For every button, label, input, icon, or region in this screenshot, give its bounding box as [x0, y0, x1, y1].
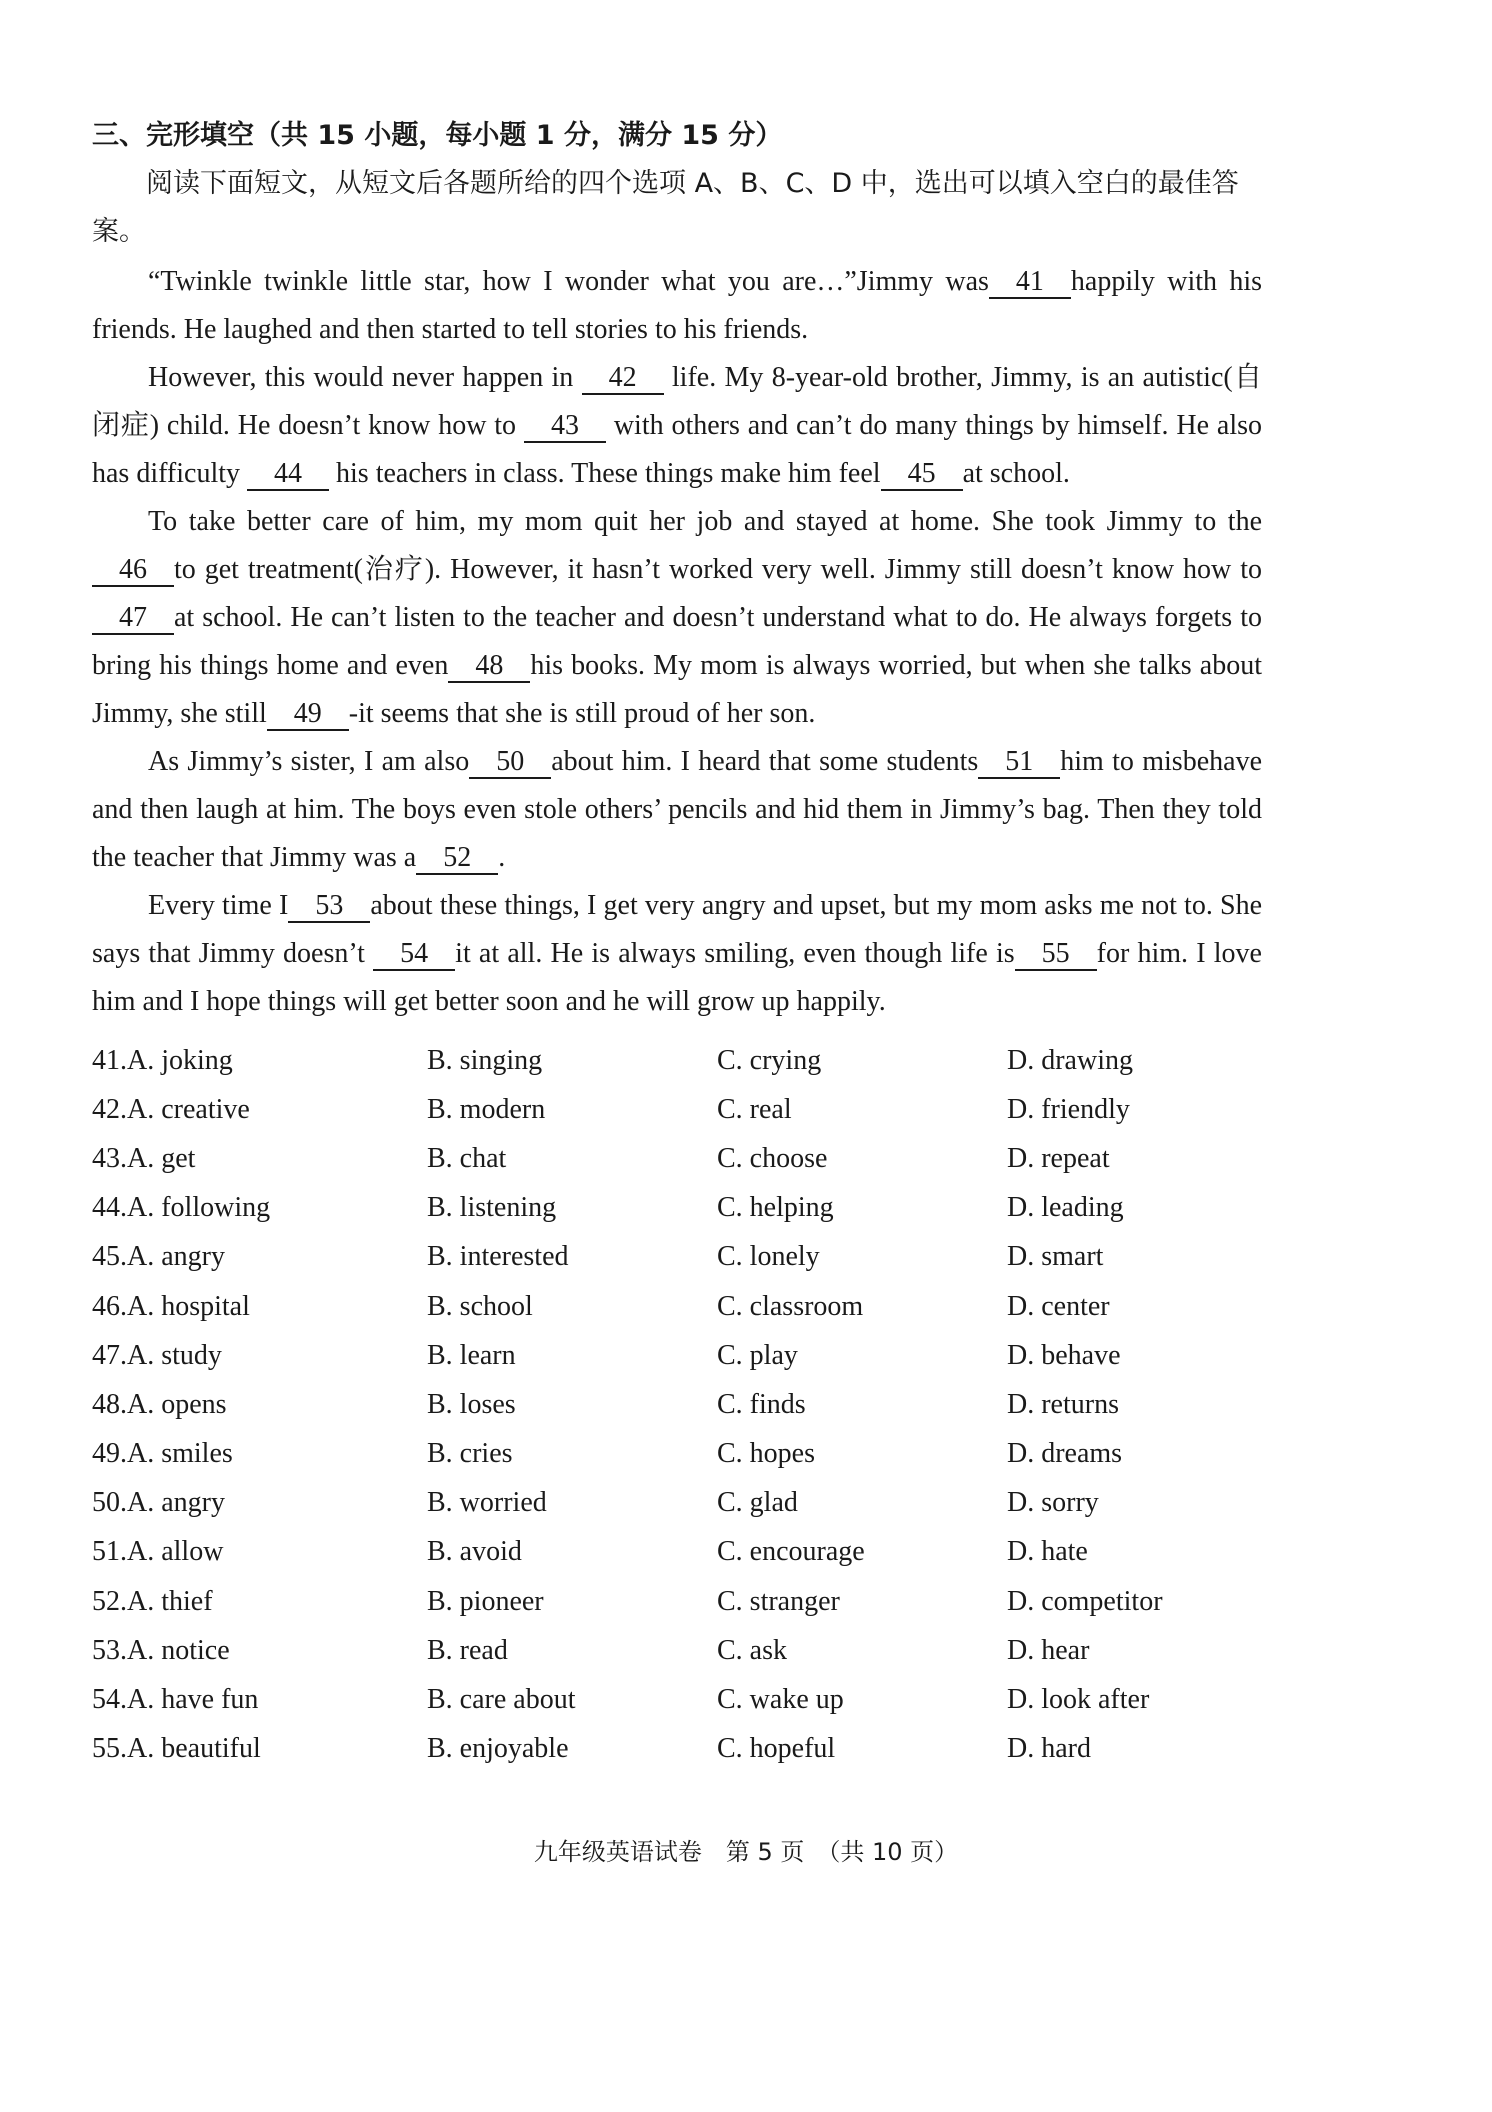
option-d: D. hate — [1007, 1536, 1088, 1568]
blank-44: 44 — [247, 459, 329, 491]
option-d: D. competitor — [1007, 1585, 1163, 1617]
option-d: D. dreams — [1007, 1438, 1123, 1470]
passage-text: Every time I — [148, 890, 289, 921]
option-c: C. finds — [717, 1388, 806, 1420]
blank-49: 49 — [267, 699, 349, 731]
option-d: D. repeat — [1007, 1142, 1110, 1174]
option-d: D. look after — [1007, 1684, 1150, 1716]
passage — [92, 258, 1262, 1026]
blank-47: 47 — [92, 603, 174, 635]
question-number: 45. — [92, 1241, 127, 1273]
paragraph-5 — [92, 882, 1262, 1026]
blank-51: 51 — [978, 747, 1060, 779]
blank-46: 46 — [92, 555, 174, 587]
blank-43: 43 — [524, 411, 606, 443]
page-footer: 九年级英语试卷 第 5 页 （共 10 页） — [533, 1838, 959, 1866]
option-b: B. listening — [427, 1192, 557, 1224]
option-row-54 — [92, 1675, 1262, 1724]
option-row-47 — [92, 1331, 1262, 1380]
option-b: B. enjoyable — [427, 1733, 569, 1765]
passage-text: him to misbehave and then laugh at him. The boys even stole others’ pencils and hid them in Jimmy’s bag. Then they told the teacher that Jimmy was a — [92, 746, 1262, 873]
option-a: A. following — [127, 1192, 271, 1224]
instructions: 阅读下面短文，从短文后各题所给的四个选项 A、B、C、D 中，选出可以填入空白的最佳答案。 — [92, 168, 1239, 247]
option-d: D. sorry — [1007, 1487, 1099, 1519]
passage-text: at school. — [962, 458, 1070, 489]
option-b: B. modern — [427, 1093, 546, 1125]
passage-text: about these things, I get very angry and upset, but my mom asks me not to. She says that Jimmy doesn’t — [92, 890, 1262, 969]
question-number: 55. — [92, 1733, 127, 1765]
option-row-42 — [92, 1085, 1262, 1134]
option-row-50 — [92, 1479, 1262, 1528]
option-b: B. cries — [427, 1438, 513, 1470]
section-title: 三、完形填空（共 15 小题，每小题 1 分，满分 15 分） — [92, 120, 783, 151]
option-d: D. hear — [1007, 1634, 1090, 1666]
option-row-49 — [92, 1430, 1262, 1479]
option-d: D. leading — [1007, 1192, 1124, 1224]
passage-text: it at all. He is always smiling, even though life is — [455, 938, 1015, 969]
option-c: C. choose — [717, 1142, 828, 1174]
option-d: D. hard — [1007, 1733, 1091, 1765]
question-number: 50. — [92, 1487, 127, 1519]
blank-53: 53 — [288, 891, 370, 923]
option-a: A. joking — [127, 1044, 233, 1076]
paragraph-2 — [92, 354, 1262, 498]
option-a: A. opens — [127, 1388, 227, 1420]
option-b: B. school — [427, 1290, 533, 1322]
option-c: C. hopes — [717, 1438, 815, 1470]
option-d: D. behave — [1007, 1339, 1121, 1371]
paragraph-4 — [92, 738, 1262, 882]
option-row-43 — [92, 1134, 1262, 1183]
option-a: A. get — [127, 1142, 196, 1174]
option-c: C. lonely — [717, 1241, 820, 1273]
option-a: A. thief — [127, 1585, 213, 1617]
blank-55: 55 — [1015, 939, 1097, 971]
option-a: A. beautiful — [127, 1733, 261, 1765]
paragraph-1 — [92, 258, 1262, 354]
blank-54: 54 — [373, 939, 455, 971]
option-d: D. center — [1007, 1290, 1110, 1322]
passage-text: his teachers in class. These things make him feel — [336, 458, 881, 489]
passage-text: “Twinkle twinkle little star, how I wonder what you are…”Jimmy was — [148, 266, 989, 297]
option-c: C. crying — [717, 1044, 822, 1076]
blank-48: 48 — [448, 651, 530, 683]
option-a: A. notice — [127, 1634, 230, 1666]
option-c: C. helping — [717, 1192, 834, 1224]
question-number: 43. — [92, 1142, 127, 1174]
cloze-section — [92, 112, 1262, 1774]
option-c: C. encourage — [717, 1536, 865, 1568]
option-a: A. angry — [127, 1241, 225, 1273]
option-b: B. care about — [427, 1684, 576, 1716]
option-row-51 — [92, 1528, 1262, 1577]
answer-options — [92, 1036, 1262, 1774]
option-c: C. ask — [717, 1634, 787, 1666]
option-a: A. have fun — [127, 1684, 259, 1716]
option-c: C. classroom — [717, 1290, 864, 1322]
question-number: 52. — [92, 1585, 127, 1617]
option-row-53 — [92, 1626, 1262, 1675]
option-a: A. smiles — [127, 1438, 233, 1470]
option-b: B. interested — [427, 1241, 569, 1273]
option-b: B. pioneer — [427, 1585, 544, 1617]
option-a: A. allow — [127, 1536, 224, 1568]
question-number: 44. — [92, 1192, 127, 1224]
question-number: 53. — [92, 1634, 127, 1666]
option-a: A. hospital — [127, 1290, 250, 1322]
passage-text: life. My 8-year-old brother, Jimmy, is an autistic(自闭症) child. He doesn’t know how to — [92, 362, 1263, 441]
option-row-52 — [92, 1577, 1262, 1626]
option-row-55 — [92, 1725, 1262, 1774]
passage-text: . — [498, 842, 506, 873]
passage-text: to get treatment(治疗). However, it hasn’t worked very well. Jimmy still doesn’t know how to — [174, 554, 1262, 585]
option-d: D. returns — [1007, 1388, 1119, 1420]
question-number: 47. — [92, 1339, 127, 1371]
option-row-41 — [92, 1036, 1262, 1085]
passage-text: about him. I heard that some students — [551, 746, 979, 777]
question-number: 41. — [92, 1044, 127, 1076]
option-a: A. angry — [127, 1487, 225, 1519]
blank-42: 42 — [582, 363, 664, 395]
option-b: B. chat — [427, 1142, 507, 1174]
question-number: 48. — [92, 1388, 127, 1420]
question-number: 54. — [92, 1684, 127, 1716]
option-b: B. singing — [427, 1044, 543, 1076]
option-b: B. loses — [427, 1388, 516, 1420]
option-a: A. creative — [127, 1093, 250, 1125]
blank-41: 41 — [989, 267, 1071, 299]
option-row-46 — [92, 1282, 1262, 1331]
option-b: B. learn — [427, 1339, 516, 1371]
question-number: 46. — [92, 1290, 127, 1322]
passage-text: with others and can’t do many things by himself. He also has difficulty — [92, 410, 1262, 489]
passage-text: his books. My mom is always worried, but when she talks about Jimmy, she still — [92, 650, 1263, 729]
passage-text: for him. I love him and I hope things will get better soon and he will grow up happily. — [92, 938, 1262, 1017]
blank-52: 52 — [416, 843, 498, 875]
option-c: C. glad — [717, 1487, 798, 1519]
passage-text: at school. He can’t listen to the teacher and doesn’t understand what to do. He always forgets to bring his things home and even — [92, 602, 1262, 681]
option-b: B. avoid — [427, 1536, 522, 1568]
question-number: 51. — [92, 1536, 127, 1568]
option-c: C. wake up — [717, 1684, 844, 1716]
passage-text: happily with his friends. He laughed and then started to tell stories to his friends. — [92, 266, 1262, 345]
passage-text: However, this would never happen in — [148, 362, 574, 393]
passage-text: As Jimmy’s sister, I am also — [148, 746, 470, 777]
option-c: C. play — [717, 1339, 798, 1371]
question-number: 49. — [92, 1438, 127, 1470]
passage-text: To take better care of him, my mom quit her job and stayed at home. She took Jimmy to the — [148, 506, 1262, 537]
option-d: D. drawing — [1007, 1044, 1133, 1076]
question-number: 42. — [92, 1093, 127, 1125]
option-c: C. hopeful — [717, 1733, 836, 1765]
option-d: D. friendly — [1007, 1093, 1130, 1125]
option-row-48 — [92, 1380, 1262, 1429]
option-c: C. real — [717, 1093, 792, 1125]
blank-50: 50 — [469, 747, 551, 779]
option-b: B. read — [427, 1634, 508, 1666]
option-row-44 — [92, 1184, 1262, 1233]
option-row-45 — [92, 1233, 1262, 1282]
option-a: A. study — [127, 1339, 222, 1371]
paragraph-3 — [92, 498, 1262, 738]
passage-text: -it seems that she is still proud of her son. — [348, 698, 816, 729]
option-b: B. worried — [427, 1487, 547, 1519]
blank-45: 45 — [881, 459, 963, 491]
option-c: C. stranger — [717, 1585, 840, 1617]
option-d: D. smart — [1007, 1241, 1104, 1273]
